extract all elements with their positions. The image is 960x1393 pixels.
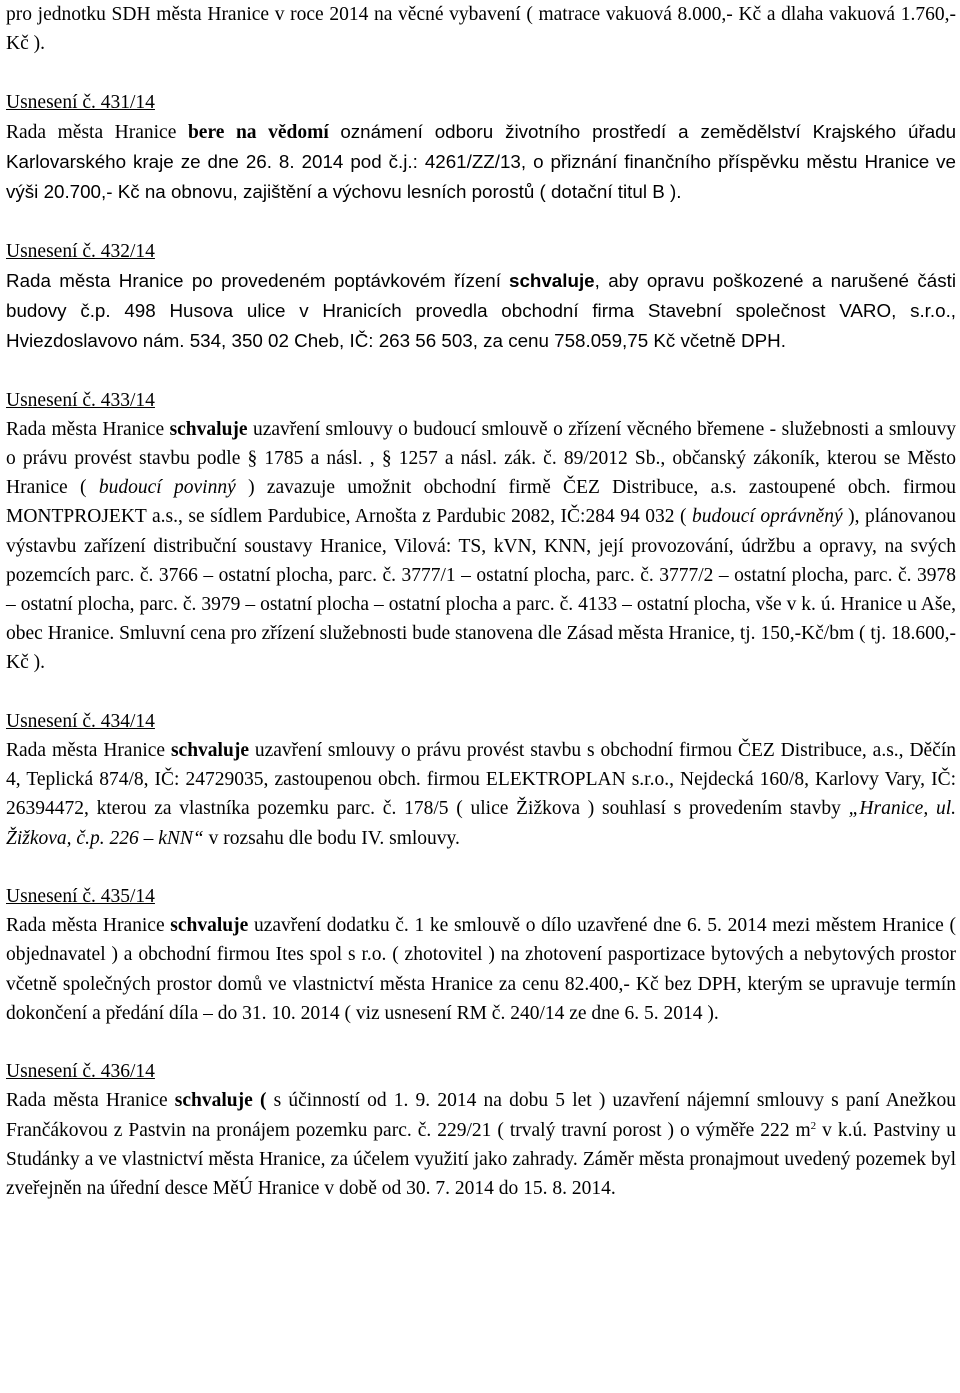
resolution-text: uzavření dodatku č. 1 ke smlouvě o dílo uzavřené dne 6. 5. 2014 mezi městem Hranice ( objednavatel ) a obchodní firmou Ites spol s r.o. ( zhotovitel ) na zhotovení pasportizace bytových a nebytových prostor včetně společných prostor domů ve vlastnictví města Hranice za cenu 82.400,- Kč bez DPH, kterým se upravuje termín dokončení a předání díla – do 31. 10. 2014 ( viz usnesení RM č. 240/14 ze dne 6. 5. 2014 ). [6,915,956,1024]
resolution-heading: Usnesení č. 431/14 [6,91,155,113]
resolution-text: Rada města Hranice po provedeném poptávkovém řízení [6,269,501,291]
paragraph-continuation [6,0,956,58]
resolution-heading: Usnesení č. 434/14 [6,710,155,732]
resolution-436 [6,1057,956,1203]
area-unit-exponent: 2 [810,1119,817,1132]
resolution-text: ), plánovanou výstavbu zařízení distribuční soustavy Hranice, Vilová: TS, kVN, KNN, její provozování, údržbu a opravy, na svých pozemcích parc. č. 3766 – ostatní plocha, parc. č. 3777/1 – ostatní plocha, parc. č. 3777/2 – ostatní plocha, parc. č. 3978 – ostatní plocha, parc. č. 3979 – ostatní plocha – ostatní plocha a parc. č. 4133 – ostatní plocha, vše v k. ú. Hranice u Aše, obec Hranice. Smluvní cena pro zřízení služebnosti bude stanovena dle Zásad města Hranice, tj. 150,-Kč/bm ( tj. 18.600,- Kč ). [6,506,956,674]
resolution-verb: schvaluje [170,915,249,937]
resolution-text: Rada města Hranice [6,1090,168,1112]
resolution-text: Rada města Hranice [6,915,165,937]
resolution-text: s účinností od 1. 9. 2014 na dobu 5 let ) uzavření nájemní smlouvy s paní Anežkou Frančákovou z Pastvin na pronájem pozemku parc. č. 229/21 ( trvalý travní porost ) o výměře 222 m [6,1090,956,1141]
section-symbol: § [247,448,258,469]
resolution-text: , aby opravu poškozené a narušené části budovy č.p. 498 Husova ulice v Hranicích provedla obchodní firma Stavební společnost VARO, s.r.o., Hviezdoslavovo nám. 534, 350 02 Cheb, IČ: 263 56 503, za cenu 758.059,75 Kč včetně DPH. [6,269,956,352]
resolution-text: Rada města Hranice [6,121,177,143]
resolution-434 [6,707,956,853]
resolution-text: oznámení odboru životního prostředí a zemědělství Krajského úřadu Karlovarského kraje ze dne 26. 8. 2014 pod č.j.: 4261/ZZ/13, o přiznání finančního příspěvku městu Hranice ve výši 20.700,- Kč na obnovu, zajištění a výchovu lesních porostů ( dotační titul B ). [6,120,957,203]
resolution-text: v k.ú. Pastviny u Studánky a ve vlastnictví města Hranice, za účelem využití jako zahrady. Záměr města pronajmout uvedený pozemek byl zveřejněn na úřední desce MěÚ Hranice v době od 30. 7. 2014 do 15. 8. 2014. [6,1119,956,1200]
resolution-text: Rada města Hranice [6,740,166,762]
resolution-431 [6,88,956,208]
resolution-text: 1257 a násl. zák. č. 89/2012 Sb., občanský zákoník, kterou se Město Hranice ( [6,448,957,499]
resolution-heading: Usnesení č. 436/14 [6,1061,155,1083]
resolution-433 [6,386,956,678]
resolution-text: v rozsahu dle bodu IV. smlouvy. [208,827,460,849]
resolution-435 [6,882,956,1028]
party-role: budoucí oprávněný [691,506,843,528]
construction-name: „Hranice, ul. Žižkova, č.p. 226 – kNN“ [6,798,956,849]
resolution-verb: bere na vědomí [187,121,329,143]
resolution-heading: Usnesení č. 432/14 [6,240,155,262]
resolution-text: uzavření smlouvy o budoucí smlouvě o zřízení věcného břemene - služebnosti a smlouvy o právu provést stavbu podle [6,418,957,469]
resolution-432 [6,237,956,357]
resolution-verb: schvaluje [169,418,248,440]
resolution-verb: schvaluje [509,269,595,291]
resolution-heading: Usnesení č. 435/14 [6,886,155,908]
party-role: budoucí povinný [98,477,236,499]
resolution-verb: schvaluje ( [174,1090,274,1112]
resolution-text: Rada města Hranice [6,418,165,440]
resolution-text: 1785 a násl. , [264,448,375,469]
resolution-heading: Usnesení č. 433/14 [6,389,155,411]
resolution-text: uzavření smlouvy o právu provést stavbu s obchodní firmou ČEZ Distribuce, a.s., Děčín 4, Teplická 874/8, IČ: 24729035, zastoupenou obch. firmou ELEKTROPLAN s.r.o., Nejdecká 160/8, Karlovy Vary, IČ: 26394472, kterou za vlastníka pozemku parc. č. 178/5 ( ulice Žižkova ) souhlasí s provedením stavby [6,740,957,820]
resolution-verb: schvaluje [170,740,249,762]
continuation-text: pro jednotku SDH města Hranice v roce 2014 na věcné vybavení ( matrace vakuová 8.000,- Kč a dlaha vakuová 1.760,- Kč ). [6,4,956,55]
section-symbol: § [381,448,392,469]
resolution-text: ) zavazuje umožnit obchodní firmě ČEZ Distribuce, a.s. zastoupené obch. firmou MONTPROJEKT a.s., se sídlem Pardubice, Arnošta z Pardubic 2082, IČ:284 94 032 ( [6,477,957,528]
